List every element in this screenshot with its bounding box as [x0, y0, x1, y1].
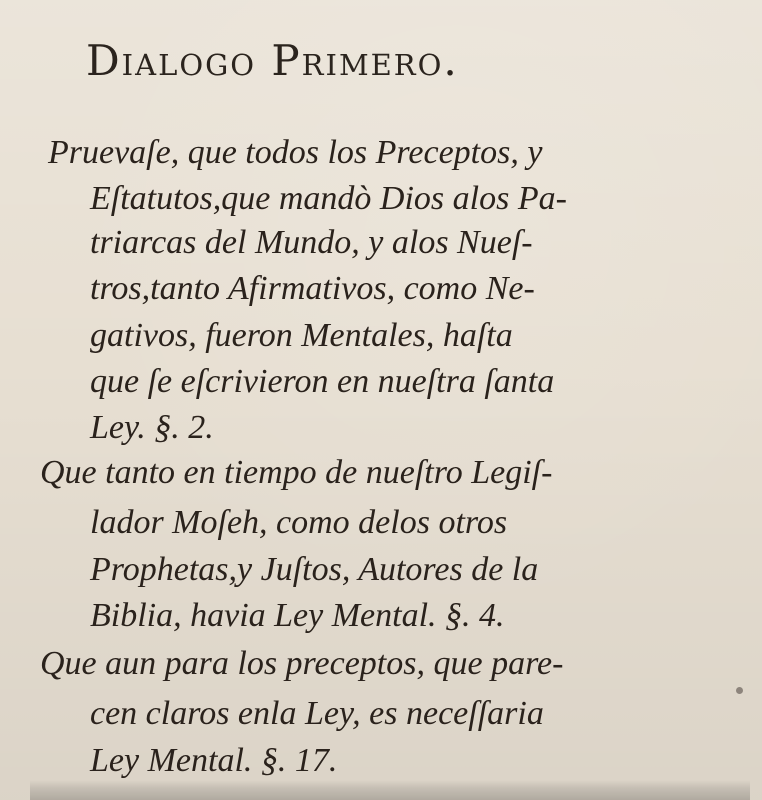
text-line: cen claros enla Ley, es neceſſaria [90, 695, 544, 732]
ink-dot [736, 687, 743, 694]
text-line: lador Moſeh, como delos otros [90, 504, 508, 541]
text-line: Prophetas,y Juſtos, Autores de la [90, 551, 539, 588]
next-line-cutoff [30, 780, 750, 800]
text-line: Ley Mental. §. 17. [90, 742, 338, 779]
text-line: triarcas del Mundo, y alos Nueſ- [90, 224, 533, 261]
text-line: Pruevaſe, que todos los Preceptos, y [48, 134, 543, 171]
text-line: tros,tanto Afirmativos, como Ne- [90, 270, 535, 307]
text-line: Biblia, havia Ley Mental. §. 4. [90, 597, 505, 634]
text-line: Que aun para los preceptos, que pare- [40, 645, 564, 682]
text-line: Ley. §. 2. [90, 409, 214, 446]
text-line: Que tanto en tiempo de nueſtro Legiſ- [40, 454, 553, 491]
text-line: gativos, fueron Mentales, haſta [90, 317, 513, 354]
page-heading: Dialogo Primero. [86, 36, 459, 85]
text-line: Eſtatutos,que mandò Dios alos Pa- [90, 180, 567, 217]
text-line: que ſe eſcrivieron en nueſtra ſanta [90, 363, 555, 400]
